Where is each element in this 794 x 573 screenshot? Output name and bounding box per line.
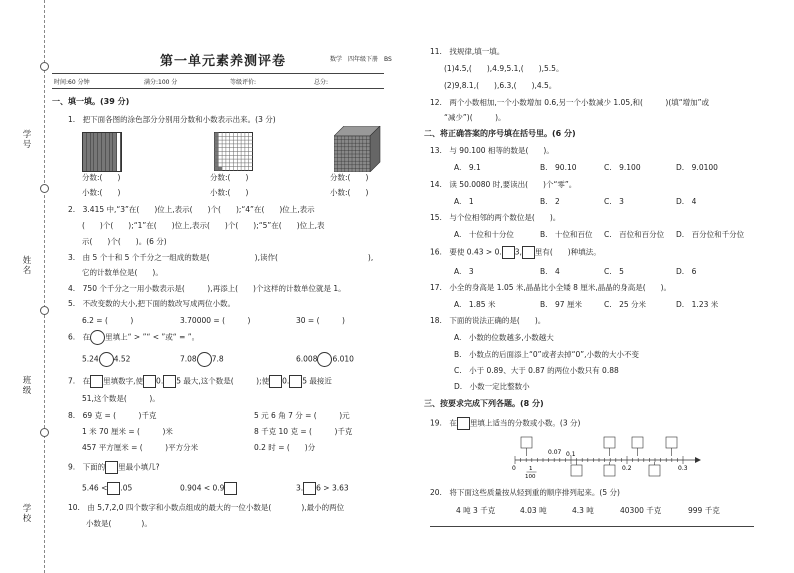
q15-option-c[interactable]: C. 百位和百分位 xyxy=(604,230,665,239)
question-5: 5. 不改变数的大小,把下面的数改写成两位小数。 xyxy=(68,299,236,308)
q11-sequence-1[interactable]: (1)4.5,( ),4.9,5.1,( ),5.5。 xyxy=(444,64,564,73)
q8-a1[interactable]: 8. 69 克 = ( )千克 xyxy=(68,411,157,420)
fraction-answer-1[interactable]: 分数:( ) xyxy=(82,173,121,182)
nl-label-01: 0.1 xyxy=(566,451,576,458)
question-10-line-1: 10. 由 5,7,2,0 四个数字和小数点组成的最大的一位小数是( ),最小的两位 xyxy=(68,503,345,512)
question-17: 17. 小全的身高是 1.05 米,晶晶比小全矮 8 厘米,晶晶的身高是( )。 xyxy=(430,283,672,292)
binding-hole xyxy=(40,62,49,71)
answer-box[interactable] xyxy=(107,482,120,495)
question-2-line-1: 2. 3.415 中,“3”在( )位上,表示( )个( );“4”在( )位上,表示 xyxy=(68,205,315,214)
answer-box[interactable] xyxy=(163,375,176,388)
question-7-line-2: 51,这个数是( )。 xyxy=(82,394,160,403)
q14-option-a[interactable]: A. 1 xyxy=(454,197,474,206)
answer-box[interactable] xyxy=(303,482,316,495)
section-2-title: 二、将正确答案的序号填在括号里。(6 分) xyxy=(424,129,576,138)
q16-option-c[interactable]: C. 5 xyxy=(604,267,624,276)
question-3-line-1: 3. 由 5 个十和 5 个千分之一组成的数是( ),读作( ), xyxy=(68,253,374,262)
nl-label-007: 0.07 xyxy=(548,449,562,456)
q20-item-4: 40300 千克 xyxy=(620,506,662,515)
q6-item-b: 7.08 7.8 xyxy=(180,352,224,367)
question-2-line-2: ( )个( );“1”在( )位上,表示( )个( );“5”在( )位上,表 xyxy=(82,221,325,230)
answer-line[interactable] xyxy=(430,526,754,527)
compare-circle[interactable] xyxy=(99,352,114,367)
q9-item-b: 0.904 < 0.9 xyxy=(180,482,237,495)
q20-item-1: 4 吨 3 千克 xyxy=(456,506,496,515)
q15-option-b[interactable]: B. 十位和百位 xyxy=(540,230,593,239)
q8-c2[interactable]: 0.2 时 = ( )分 xyxy=(254,443,316,452)
q18-option-a[interactable]: A. 小数的位数越多,小数越大 xyxy=(454,333,554,342)
binding-hole xyxy=(40,184,49,193)
question-14: 14. 读 50.0080 时,要读出( )个“零”。 xyxy=(430,180,577,189)
q13-option-c[interactable]: C. 9.100 xyxy=(604,163,641,172)
time-limit: 时间:60 分钟 xyxy=(54,79,90,86)
answer-box[interactable] xyxy=(143,375,156,388)
q13-option-a[interactable]: A. 9.1 xyxy=(454,163,481,172)
q18-option-d[interactable]: D. 小数一定比整数小 xyxy=(454,382,530,391)
fraction-answer-2[interactable]: 分数:( ) xyxy=(210,173,249,182)
section-3-title: 三、按要求完成下列各题。(8 分) xyxy=(424,399,544,408)
q20-item-3: 4.3 吨 xyxy=(572,506,594,515)
subject-grade: 数学 四年级下册 BS xyxy=(330,56,392,63)
q13-option-b[interactable]: B. 90.10 xyxy=(540,163,577,172)
question-20: 20. 将下面这些质量按从轻到重的顺序排列起来。(5 分) xyxy=(430,488,620,497)
nl-label-02: 0.2 xyxy=(622,465,632,472)
decimal-answer-2[interactable]: 小数:( ) xyxy=(210,188,249,197)
question-2-line-3: 示( )个( )。(6 分) xyxy=(82,237,167,246)
binding-hole xyxy=(40,306,49,315)
compare-circle[interactable] xyxy=(197,352,212,367)
question-19: 19. 在 里填上适当的分数或小数。(3 分) xyxy=(430,417,580,430)
question-7-line-1: 7. 在 里填数字,使 0. 5 最大,这个数是( );使 0. 5 最接近 xyxy=(68,375,332,388)
blank-box-icon xyxy=(90,375,103,388)
q15-option-a[interactable]: A. 十位和十分位 xyxy=(454,230,514,239)
compare-circle[interactable] xyxy=(317,352,332,367)
q20-item-2: 4.03 吨 xyxy=(520,506,547,515)
side-label-student-id: 学号 xyxy=(22,130,32,150)
question-6: 6. 在 里填上“ > ”“ < ”或“ = ”。 xyxy=(68,330,199,345)
question-4: 4. 750 个千分之一用小数表示是( ),再添上( )个这样的计数单位就是 1。 xyxy=(68,284,346,293)
q6-item-a: 5.24 4.52 xyxy=(82,352,130,367)
q14-option-c[interactable]: C. 3 xyxy=(604,197,624,206)
grade-eval: 等级评价: xyxy=(230,79,257,86)
side-label-name: 姓名 xyxy=(22,256,32,276)
answer-box[interactable] xyxy=(289,375,302,388)
compare-circle-icon xyxy=(90,330,105,345)
q17-option-a[interactable]: A. 1.85 米 xyxy=(454,300,496,309)
q8-b1[interactable]: 1 米 70 厘米 = ( )米 xyxy=(82,427,173,436)
question-18: 18. 下面的说法正确的是( )。 xyxy=(430,316,546,325)
q5-item-a[interactable]: 6.2 = ( ) xyxy=(82,316,134,325)
question-12-line-1: 12. 两个小数相加,一个小数增加 0.6,另一个小数减少 1.05,和( )(填“增加”或 xyxy=(430,98,710,107)
q20-item-5: 999 千克 xyxy=(688,506,720,515)
q9-item-c: 3. 6 > 3.63 xyxy=(296,482,349,495)
q16-option-b[interactable]: B. 4 xyxy=(540,267,560,276)
question-16: 16. 要使 0.43 > 0. 3, 里有( )种填法。 xyxy=(430,246,601,259)
figure-hundredths-grid xyxy=(214,132,254,172)
side-label-class: 班级 xyxy=(22,376,32,396)
question-1: 1. 把下面各图的涂色部分分别用分数和小数表示出来。(3 分) xyxy=(68,115,276,124)
blank-box-icon xyxy=(457,417,470,430)
q16-option-d[interactable]: D. 6 xyxy=(676,267,697,276)
q8-a2[interactable]: 5 元 6 角 7 分 = ( )元 xyxy=(254,411,350,420)
q9-item-a: 5.46 < .05 xyxy=(82,482,132,495)
answer-box[interactable] xyxy=(224,482,237,495)
decimal-answer-3[interactable]: 小数:( ) xyxy=(330,188,369,197)
q5-item-c[interactable]: 30 = ( ) xyxy=(296,316,345,325)
decimal-answer-1[interactable]: 小数:( ) xyxy=(82,188,121,197)
binding-hole xyxy=(40,428,49,437)
full-score: 满分:100 分 xyxy=(144,79,178,86)
question-11: 11. 找规律,填一填。 xyxy=(430,47,505,56)
answer-box[interactable] xyxy=(269,375,282,388)
q8-b2[interactable]: 8 千克 10 克 = ( )千克 xyxy=(254,427,353,436)
q17-option-c[interactable]: C. 25 分米 xyxy=(604,300,647,309)
q17-option-b[interactable]: B. 97 厘米 xyxy=(540,300,582,309)
q13-option-d[interactable]: D. 9.0100 xyxy=(676,163,718,172)
question-3-line-2: 它的计数单位是( )。 xyxy=(82,268,163,277)
q11-sequence-2[interactable]: (2)9,8.1,( ),6.3,( ),4.5。 xyxy=(444,81,557,90)
nl-frac-denominator: 100 xyxy=(525,474,536,480)
nl-label-0: 0 xyxy=(512,465,516,472)
q18-option-b[interactable]: B. 小数点的后面添上“0”或者去掉“0”,小数的大小不变 xyxy=(454,350,639,359)
figure-tenths-grid xyxy=(82,132,122,172)
number-line xyxy=(505,434,705,480)
question-10-line-2: 小数是( )。 xyxy=(86,519,152,528)
q15-option-d[interactable]: D. 百分位和千分位 xyxy=(676,230,745,239)
total-score: 总分: xyxy=(314,79,329,86)
q18-option-c[interactable]: C. 小于 0.89、大于 0.87 的两位小数只有 0.88 xyxy=(454,366,619,375)
side-label-school: 学校 xyxy=(22,504,32,524)
section-1-title: 一、填一填。(39 分) xyxy=(52,97,130,106)
page-title: 第一单元素养测评卷 xyxy=(160,54,287,69)
q14-option-d[interactable]: D. 4 xyxy=(676,197,697,206)
q8-c1[interactable]: 457 平方厘米 = ( )平方分米 xyxy=(82,443,199,452)
answer-box[interactable] xyxy=(502,246,515,259)
q5-item-b[interactable]: 3.70000 = ( ) xyxy=(180,316,251,325)
fraction-answer-3[interactable]: 分数:( ) xyxy=(330,173,369,182)
blank-box-icon xyxy=(105,461,118,474)
q6-item-c: 6.008 6.010 xyxy=(296,352,354,367)
question-12-line-2: “减少”)( )。 xyxy=(444,113,506,122)
info-bar xyxy=(52,73,384,89)
nl-label-03: 0.3 xyxy=(678,465,688,472)
q17-option-d[interactable]: D. 1.23 米 xyxy=(676,300,719,309)
question-15: 15. 与个位相邻的两个数位是( )。 xyxy=(430,213,561,222)
q14-option-b[interactable]: B. 2 xyxy=(540,197,560,206)
question-13: 13. 与 90.100 相等的数是( )。 xyxy=(430,146,554,155)
blank-box-icon xyxy=(522,246,535,259)
question-9: 9. 下面的 里最小填几? xyxy=(68,461,160,474)
figure-thousandths-cube xyxy=(334,126,382,172)
q16-option-a[interactable]: A. 3 xyxy=(454,267,474,276)
nl-frac-numerator: 1 xyxy=(529,466,533,472)
binding-line xyxy=(44,0,45,573)
